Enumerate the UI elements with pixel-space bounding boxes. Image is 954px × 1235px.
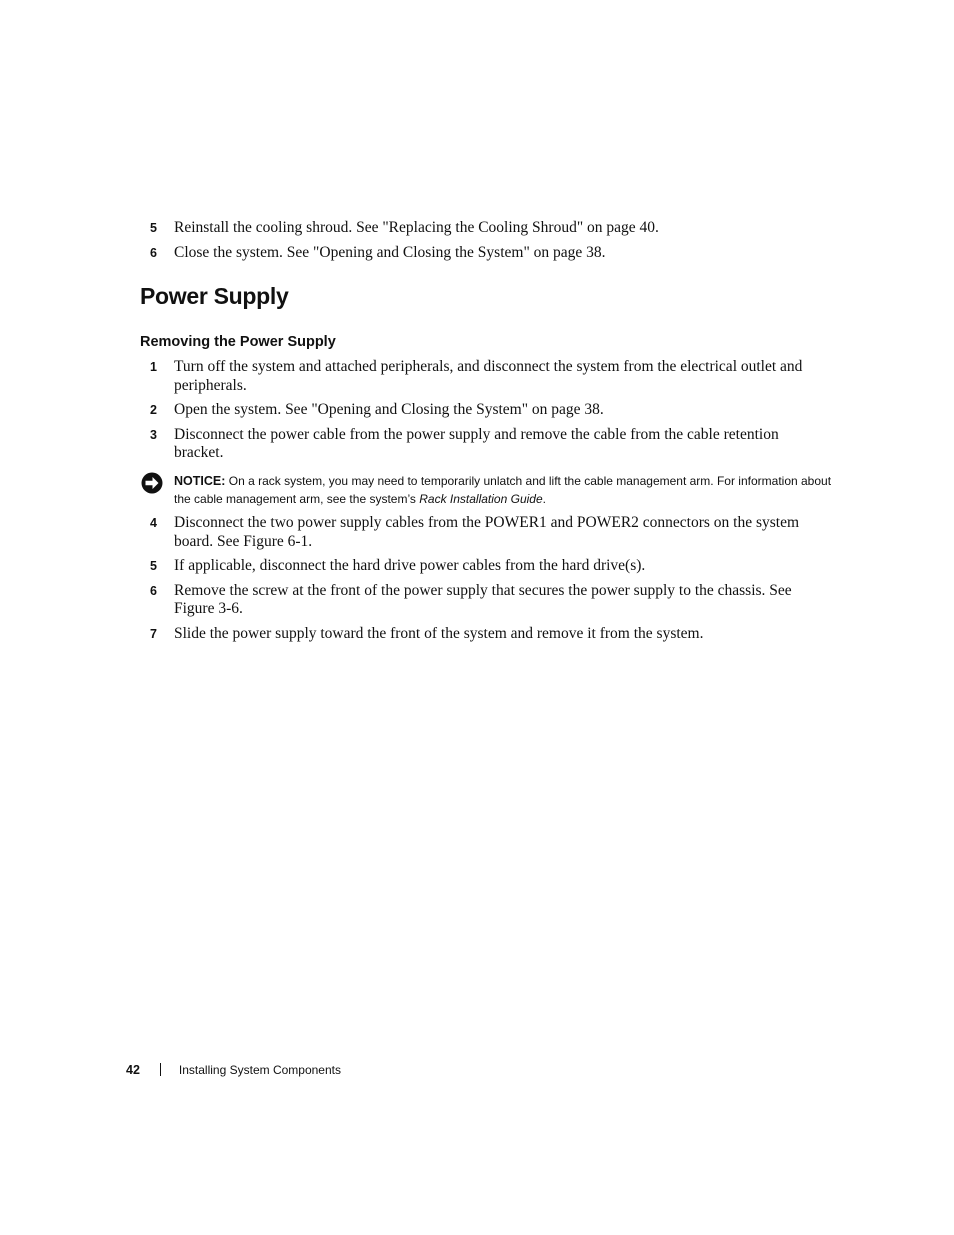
- page-number: 42: [126, 1063, 140, 1077]
- notice-doc-title: Rack Installation Guide: [419, 492, 543, 506]
- list-item: [150, 219, 815, 238]
- step-number: 2: [150, 403, 157, 417]
- notice-text: On a rack system, you may need to temporarily unlatch and lift the cable management arm. For information about the cable management arm, see the system’s: [174, 474, 832, 506]
- step-number: 6: [150, 245, 157, 260]
- step-number: 7: [150, 626, 157, 641]
- list-item: [150, 426, 815, 463]
- step-text: Reinstall the cooling shroud. See "Replacing the Cooling Shroud" on page 40.: [174, 219, 659, 236]
- step-text: Turn off the system and attached peripherals, and disconnect the system from the electrical outlet and peripherals.: [174, 358, 803, 394]
- notice-text-end: .: [542, 492, 546, 506]
- step-text: Open the system. See "Opening and Closing the System" on page 38.: [174, 401, 604, 418]
- step-number: 5: [150, 221, 157, 235]
- step-text: Close the system. See "Opening and Closing the System" on page 38.: [174, 243, 606, 261]
- step-number: 6: [150, 583, 157, 598]
- list-item: [150, 401, 815, 420]
- step-text: Disconnect the power cable from the power supply and remove the cable from the cable retention bracket.: [174, 425, 779, 461]
- list-item: [150, 514, 815, 551]
- list-item: [150, 358, 815, 395]
- list-item: [150, 625, 815, 644]
- notice-callout: [141, 472, 849, 508]
- page-footer: [126, 1061, 341, 1079]
- chapter-title: Installing System Components: [178, 1063, 341, 1077]
- step-text: Slide the power supply toward the front of the system and remove it from the system.: [174, 624, 704, 642]
- step-text: If applicable, disconnect the hard drive power cables from the hard drive(s).: [174, 557, 646, 574]
- list-item: [150, 557, 815, 576]
- section-title: Power Supply: [140, 283, 289, 309]
- step-number: 5: [150, 559, 157, 573]
- removal-steps-list-b: [150, 514, 815, 649]
- subsection-title: Removing the Power Supply: [140, 334, 336, 350]
- notice-arrow-icon: [141, 472, 163, 494]
- removal-steps-list-a: [150, 358, 815, 469]
- notice-label: NOTICE:: [174, 474, 226, 488]
- step-number: 1: [150, 360, 157, 374]
- footer-divider: [160, 1063, 161, 1076]
- step-number: 3: [150, 427, 157, 442]
- step-number: 4: [150, 516, 157, 530]
- list-item: [150, 244, 815, 263]
- previous-steps-list: [150, 219, 815, 268]
- step-text: Disconnect the two power supply cables from the POWER1 and POWER2 connectors on the system board. See Figure 6-1.: [174, 514, 800, 550]
- list-item: [150, 582, 815, 619]
- step-text: Remove the screw at the front of the power supply that secures the power supply to the chassis. See Figure 3-6.: [174, 581, 792, 617]
